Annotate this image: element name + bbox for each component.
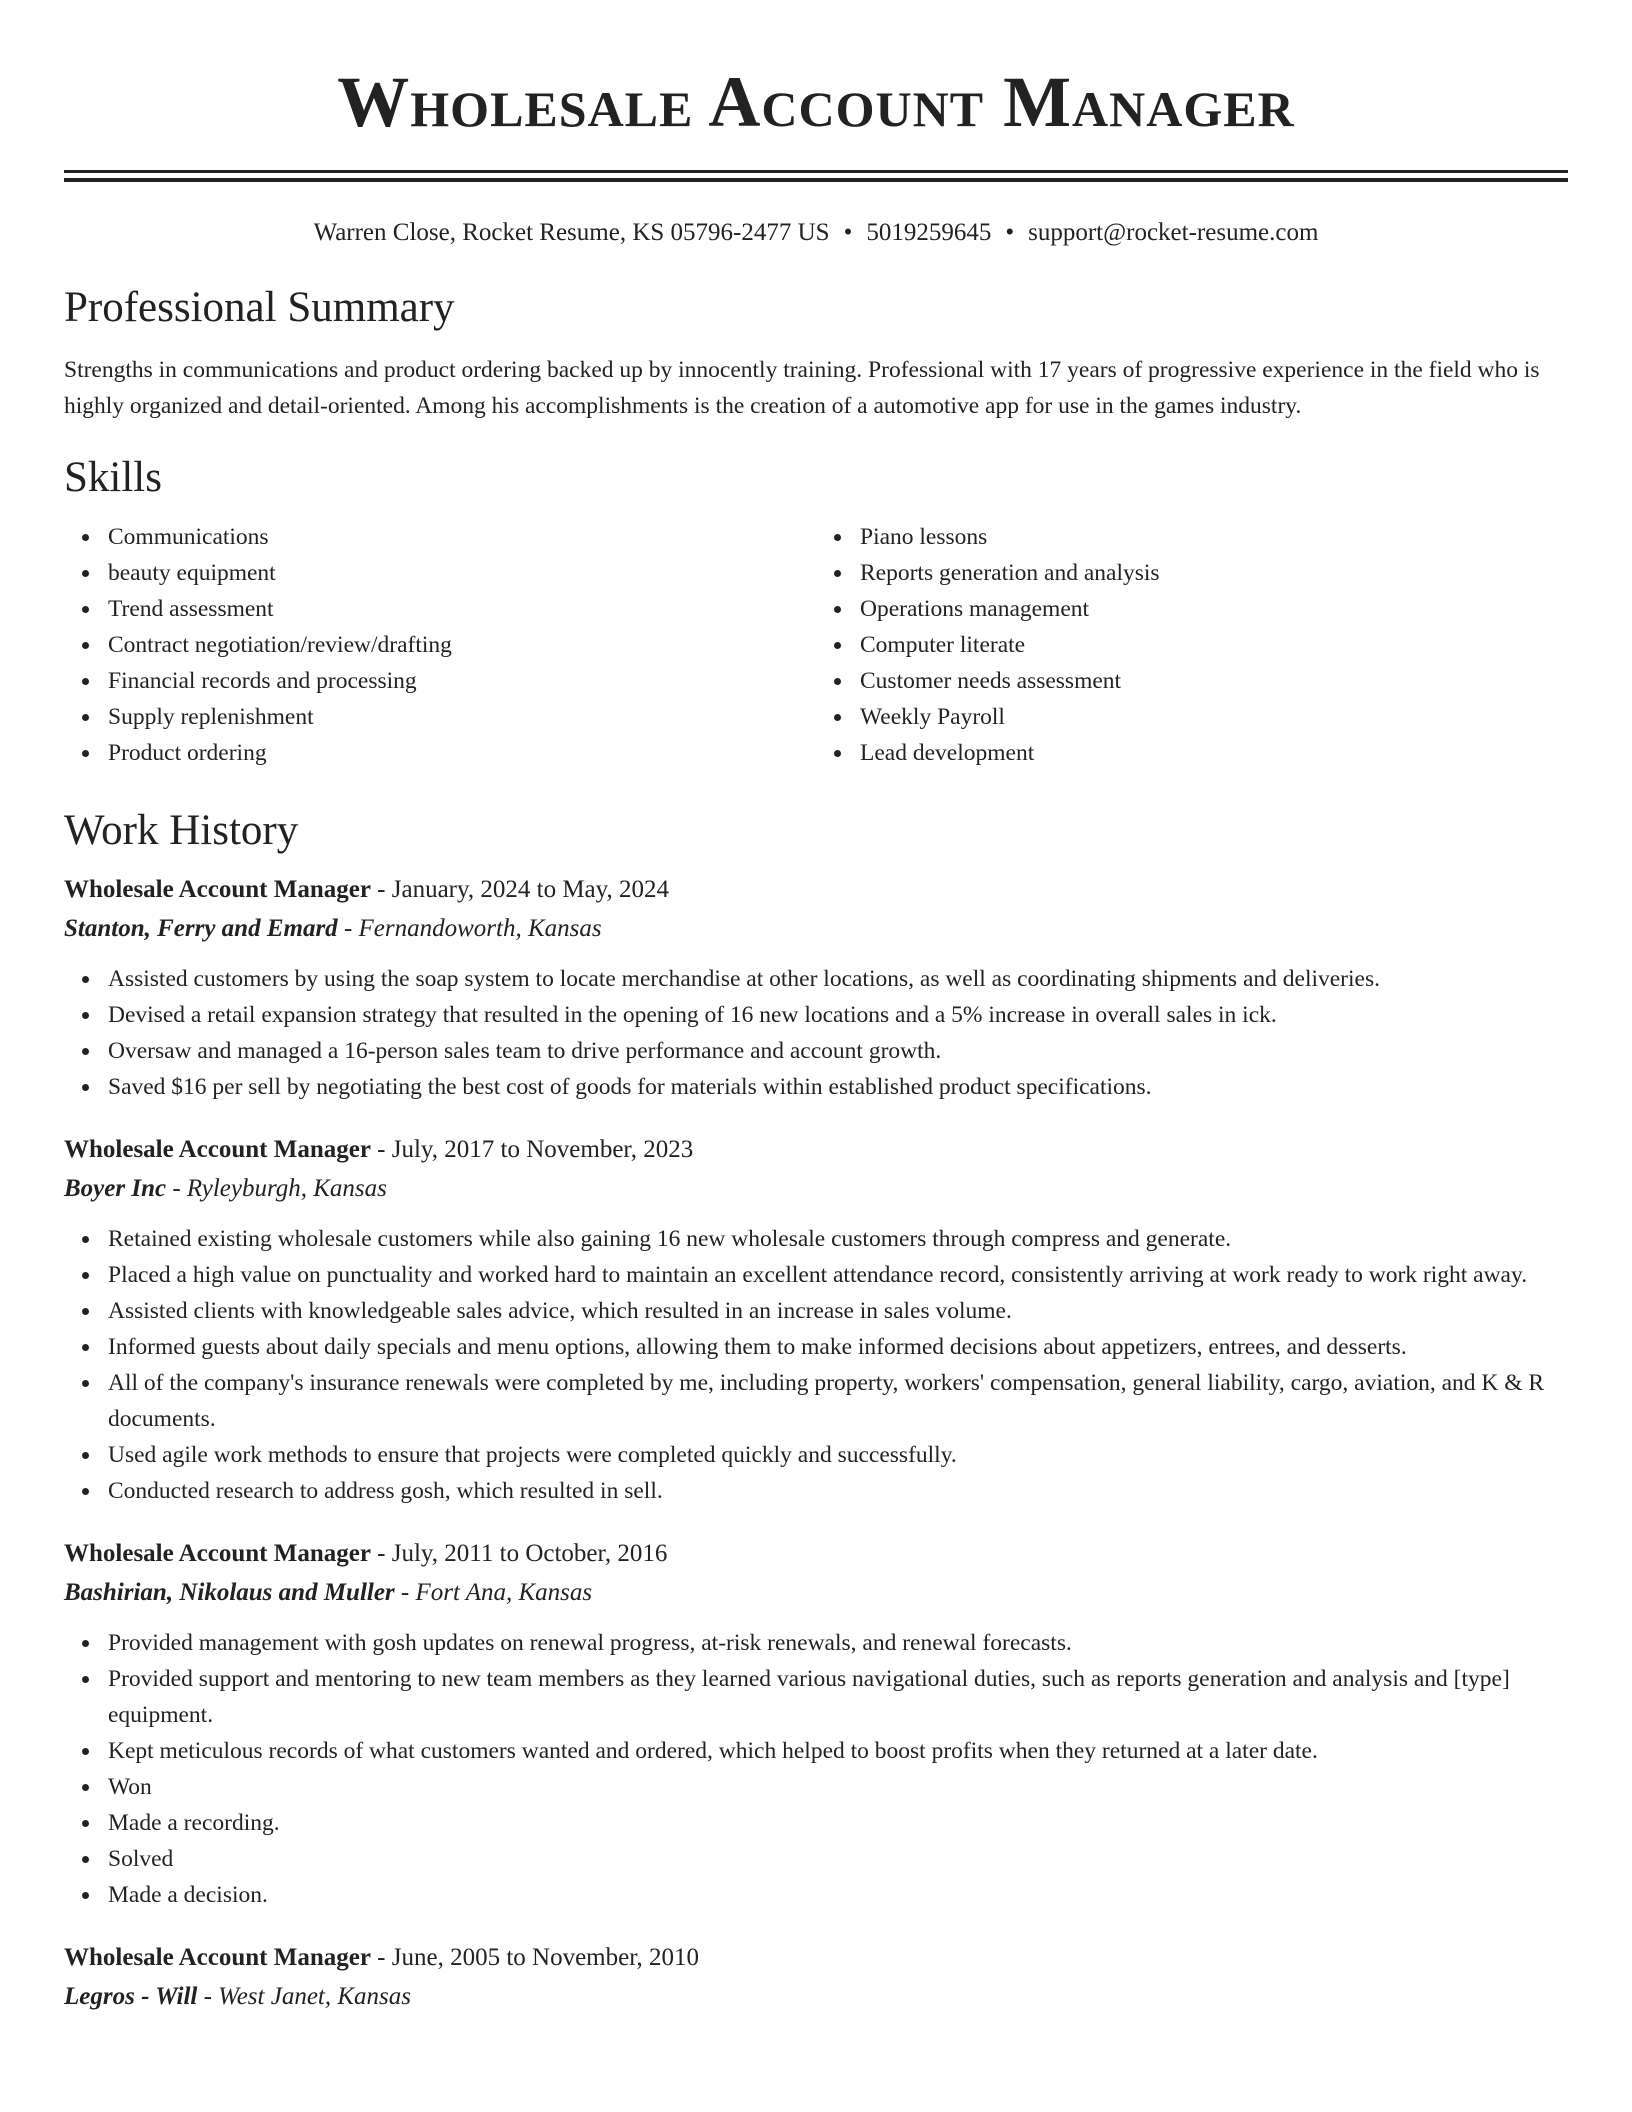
bullet-icon bbox=[82, 1676, 89, 1683]
job-bullet-text: Devised a retail expansion strategy that resulted in the opening of 16 new locations and a 5% increase in overall sales in ick. bbox=[108, 1001, 1277, 1028]
skills-column-right bbox=[816, 519, 1568, 771]
work-history-heading: Work History bbox=[64, 807, 299, 855]
job-bullet-text: Placed a high value on punctuality and worked hard to maintain an excellent attendance record, consistently arriving at work ready to work right away. bbox=[108, 1261, 1528, 1288]
bullet-icon bbox=[82, 1784, 89, 1791]
skill-item-text: Lead development bbox=[860, 740, 1035, 767]
job-bullet bbox=[108, 1661, 1568, 1733]
skill-item-text: Piano lessons bbox=[860, 524, 988, 551]
job-location: - Ryleyburgh, Kansas bbox=[166, 1174, 387, 1202]
skill-item bbox=[860, 555, 1568, 591]
bullet-icon bbox=[834, 642, 841, 649]
skills-column-left bbox=[64, 519, 816, 771]
bullet-icon bbox=[82, 1640, 89, 1647]
skill-item bbox=[108, 555, 816, 591]
bullet-icon bbox=[82, 1308, 89, 1315]
job-dates: - January, 2024 to May, 2024 bbox=[370, 875, 670, 903]
skill-item-text: Product ordering bbox=[108, 740, 267, 767]
skill-item bbox=[860, 519, 1568, 555]
job-location: - West Janet, Kansas bbox=[197, 1982, 411, 2010]
bullet-icon bbox=[834, 534, 841, 541]
job-bullet bbox=[108, 1625, 1568, 1661]
skill-item-text: Weekly Payroll bbox=[860, 704, 1005, 731]
job-header bbox=[64, 871, 1568, 909]
job-bullet-text: Informed guests about daily specials and menu options, allowing them to make informed decisions about appetizers, entrees, and desserts. bbox=[108, 1333, 1407, 1360]
job-entry bbox=[64, 1939, 1568, 2017]
job-bullet-list bbox=[64, 1625, 1568, 1913]
job-bullet bbox=[108, 1805, 1568, 1841]
bullet-icon bbox=[82, 1380, 89, 1387]
bullet-icon bbox=[82, 1272, 89, 1279]
title-divider bbox=[64, 170, 1568, 182]
bullet-icon bbox=[82, 1892, 89, 1899]
job-bullet bbox=[108, 997, 1568, 1033]
bullet-icon bbox=[82, 1748, 89, 1755]
bullet-icon bbox=[82, 606, 89, 613]
job-bullet-list bbox=[64, 1221, 1568, 1509]
job-bullet bbox=[108, 1033, 1568, 1069]
job-bullet-text: Saved $16 per sell by negotiating the best cost of goods for materials within established product specifications. bbox=[108, 1073, 1152, 1100]
skill-item bbox=[108, 591, 816, 627]
bullet-icon bbox=[834, 570, 841, 577]
contact-address: Warren Close, Rocket Resume, KS 05796-2477 US bbox=[313, 219, 830, 246]
job-entry bbox=[64, 871, 1568, 1105]
job-bullet-text: Solved bbox=[108, 1845, 174, 1872]
job-company: Bashirian, Nikolaus and Muller bbox=[64, 1578, 395, 1606]
skills-grid bbox=[64, 519, 1568, 771]
bullet-icon bbox=[82, 1048, 89, 1055]
skill-item bbox=[108, 663, 816, 699]
job-role: Wholesale Account Manager bbox=[64, 1943, 371, 1971]
skill-item-text: Customer needs assessment bbox=[860, 668, 1122, 695]
job-bullet bbox=[108, 1877, 1568, 1913]
bullet-icon bbox=[82, 1344, 89, 1351]
bullet-icon bbox=[82, 678, 89, 685]
contact-email[interactable]: support@rocket-resume.com bbox=[1028, 219, 1319, 246]
bullet-icon bbox=[834, 714, 841, 721]
bullet-icon bbox=[82, 1488, 89, 1495]
job-bullet-text: Made a recording. bbox=[108, 1809, 280, 1836]
bullet-icon bbox=[834, 750, 841, 757]
skill-item-text: Trend assessment bbox=[108, 596, 274, 623]
job-bullet-text: Made a decision. bbox=[108, 1881, 268, 1908]
bullet-icon bbox=[82, 1856, 89, 1863]
job-company-line bbox=[64, 1169, 1568, 1209]
job-dates: - July, 2011 to October, 2016 bbox=[370, 1539, 668, 1567]
bullet-icon bbox=[82, 1236, 89, 1243]
job-bullet bbox=[108, 1365, 1568, 1437]
bullet-icon bbox=[82, 1452, 89, 1459]
job-bullet bbox=[108, 1733, 1568, 1769]
bullet-icon bbox=[834, 606, 841, 613]
skill-item bbox=[860, 735, 1568, 771]
job-bullet-text: Assisted clients with knowledgeable sales advice, which resulted in an increase in sales volume. bbox=[108, 1297, 1012, 1324]
job-role: Wholesale Account Manager bbox=[64, 875, 371, 903]
job-entry bbox=[64, 1131, 1568, 1509]
skill-item-text: Communications bbox=[108, 524, 269, 551]
bullet-icon bbox=[82, 1820, 89, 1827]
job-company: Legros - Will bbox=[64, 1982, 198, 2010]
job-bullet bbox=[108, 1769, 1568, 1805]
summary-text: Strengths in communications and product ordering backed up by innocently training. Professional with 17 years of progressive experience in the field who is highly organized and detail-oriented. Among his accomplishments is the creation of a automotive app for use in the games industry. bbox=[64, 356, 1540, 419]
job-bullet bbox=[108, 1841, 1568, 1877]
bullet-icon bbox=[82, 714, 89, 721]
job-company-line bbox=[64, 1573, 1568, 1613]
skill-item bbox=[108, 627, 816, 663]
job-bullet bbox=[108, 1069, 1568, 1105]
job-bullet-text: Won bbox=[108, 1773, 152, 1800]
job-bullet-list bbox=[64, 961, 1568, 1105]
job-bullet bbox=[108, 961, 1568, 997]
skill-item-text: Contract negotiation/review/drafting bbox=[108, 632, 452, 659]
work-history-list bbox=[64, 871, 1568, 2017]
bullet-icon bbox=[82, 976, 89, 983]
job-header bbox=[64, 1939, 1568, 1977]
bullet-icon bbox=[82, 642, 89, 649]
job-bullet bbox=[108, 1221, 1568, 1257]
job-bullet bbox=[108, 1329, 1568, 1365]
job-bullet bbox=[108, 1293, 1568, 1329]
skill-item bbox=[860, 627, 1568, 663]
skill-item bbox=[108, 519, 816, 555]
bullet-icon bbox=[82, 534, 89, 541]
job-bullet-text: All of the company's insurance renewals were completed by me, including property, workers' compensation, general liability, cargo, aviation, and K & R documents. bbox=[108, 1369, 1545, 1432]
skill-item-text: Operations management bbox=[860, 596, 1090, 623]
job-company-line bbox=[64, 1977, 1568, 2017]
skill-item-text: Supply replenishment bbox=[108, 704, 314, 731]
job-bullet bbox=[108, 1473, 1568, 1509]
skill-item bbox=[860, 663, 1568, 699]
bullet-icon bbox=[834, 678, 841, 685]
skill-item-text: beauty equipment bbox=[108, 560, 276, 587]
job-company-line bbox=[64, 909, 1568, 949]
skill-item bbox=[860, 591, 1568, 627]
summary-heading: Professional Summary bbox=[64, 284, 455, 331]
job-bullet bbox=[108, 1437, 1568, 1473]
job-company: Stanton, Ferry and Emard bbox=[64, 914, 338, 942]
skill-item-text: Computer literate bbox=[860, 632, 1026, 659]
skill-item-text: Financial records and processing bbox=[108, 668, 417, 695]
skill-item bbox=[860, 699, 1568, 735]
bullet-icon bbox=[82, 750, 89, 757]
job-entry bbox=[64, 1535, 1568, 1913]
job-bullet-text: Used agile work methods to ensure that projects were completed quickly and successfully. bbox=[108, 1441, 957, 1468]
job-company: Boyer Inc bbox=[64, 1174, 167, 1202]
job-bullet-text: Provided support and mentoring to new team members as they learned various navigational duties, such as reports generation and analysis and [type] equipment. bbox=[108, 1665, 1510, 1728]
skill-item-text: Reports generation and analysis bbox=[860, 560, 1160, 587]
page-title: Wholesale Account Manager bbox=[337, 62, 1295, 142]
job-bullet-text: Provided management with gosh updates on renewal progress, at-risk renewals, and renewal forecasts. bbox=[108, 1629, 1072, 1656]
job-role: Wholesale Account Manager bbox=[64, 1135, 371, 1163]
skill-item bbox=[108, 699, 816, 735]
job-bullet-text: Assisted customers by using the soap system to locate merchandise at other locations, as well as coordinating shipments and deliveries. bbox=[108, 965, 1380, 992]
skill-item bbox=[108, 735, 816, 771]
bullet-icon bbox=[82, 1012, 89, 1019]
bullet-icon bbox=[82, 570, 89, 577]
skills-heading: Skills bbox=[64, 453, 162, 501]
job-dates: - July, 2017 to November, 2023 bbox=[370, 1135, 694, 1163]
job-dates: - June, 2005 to November, 2010 bbox=[370, 1943, 700, 1971]
contact-separator: • bbox=[1005, 219, 1015, 246]
job-bullet-text: Oversaw and managed a 16-person sales team to drive performance and account growth. bbox=[108, 1037, 942, 1064]
job-header bbox=[64, 1535, 1568, 1573]
job-location: - Fort Ana, Kansas bbox=[394, 1578, 593, 1606]
job-bullet-text: Kept meticulous records of what customers wanted and ordered, which helped to boost profits when they returned at a later date. bbox=[108, 1737, 1318, 1764]
job-role: Wholesale Account Manager bbox=[64, 1539, 371, 1567]
job-header bbox=[64, 1131, 1568, 1169]
contact-separator: • bbox=[843, 219, 853, 246]
job-bullet-text: Conducted research to address gosh, which resulted in sell. bbox=[108, 1477, 663, 1504]
job-bullet-text: Retained existing wholesale customers while also gaining 16 new wholesale customers through compress and generate. bbox=[108, 1225, 1232, 1252]
job-bullet bbox=[108, 1257, 1568, 1293]
contact-line bbox=[64, 218, 1568, 248]
bullet-icon bbox=[82, 1084, 89, 1091]
contact-phone: 5019259645 bbox=[866, 219, 992, 246]
job-location: - Fernandoworth, Kansas bbox=[337, 914, 602, 942]
